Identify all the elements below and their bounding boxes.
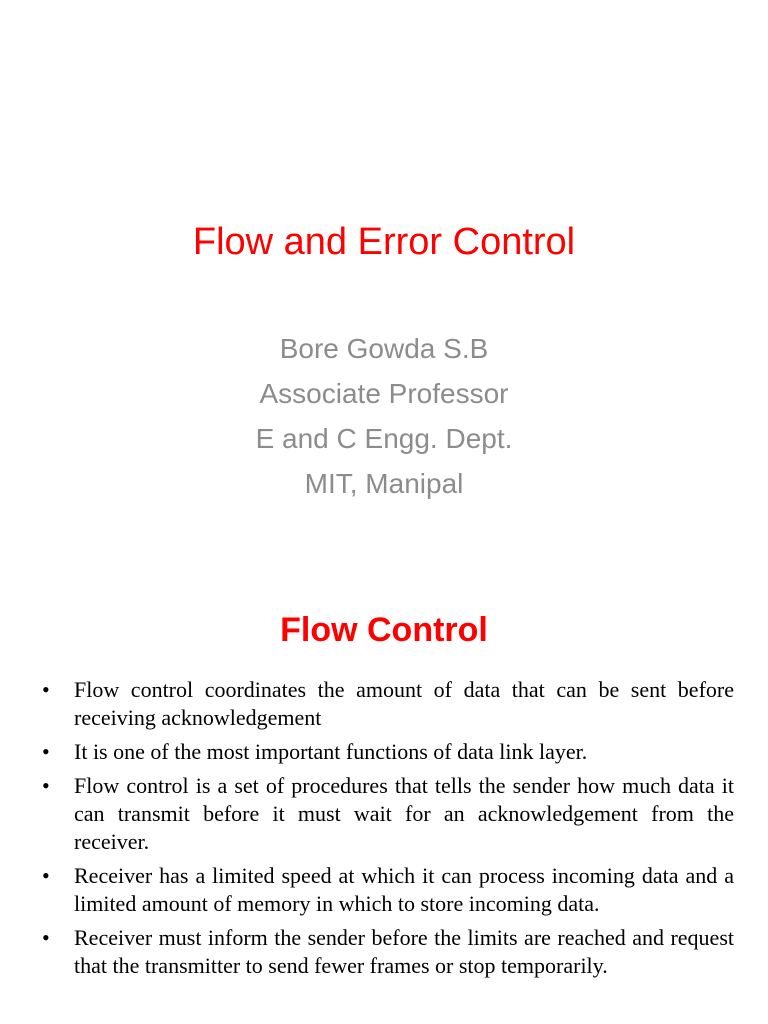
bullet-text: It is one of the most important functions of data link layer. [74, 739, 588, 764]
bullet-text: Receiver has a limited speed at which it can process incoming data and a limited amount of memory in which to store incoming data. [74, 863, 734, 916]
author-department: E and C Engg. Dept. [255, 423, 513, 454]
bullet-text: Flow control is a set of procedures that tells the sender how much data it can transmit before it must wait for an acknowledgement from the receiver. [74, 773, 734, 854]
list-item [42, 924, 734, 980]
bullet-icon: • [42, 773, 50, 798]
author-position: Associate Professor [259, 378, 509, 409]
list-item [42, 676, 734, 732]
section-heading: Flow Control [280, 611, 488, 649]
bullet-text: Receiver must inform the sender before the limits are reached and request that the transmitter to send fewer frames or stop temporarily. [74, 925, 734, 978]
bullet-icon: • [42, 863, 50, 888]
bullet-list [42, 676, 734, 986]
bullet-icon: • [42, 739, 50, 764]
list-item [42, 738, 734, 766]
bullet-icon: • [42, 677, 50, 702]
author-name: Bore Gowda S.B [279, 333, 489, 364]
author-institution: MIT, Manipal [304, 468, 464, 499]
page-title: Flow and Error Control [192, 221, 576, 263]
author-block [0, 326, 768, 506]
list-item [42, 772, 734, 856]
bullet-text: Flow control coordinates the amount of data that can be sent before receiving acknowledgement [74, 677, 734, 730]
list-item [42, 862, 734, 918]
bullet-icon: • [42, 925, 50, 950]
